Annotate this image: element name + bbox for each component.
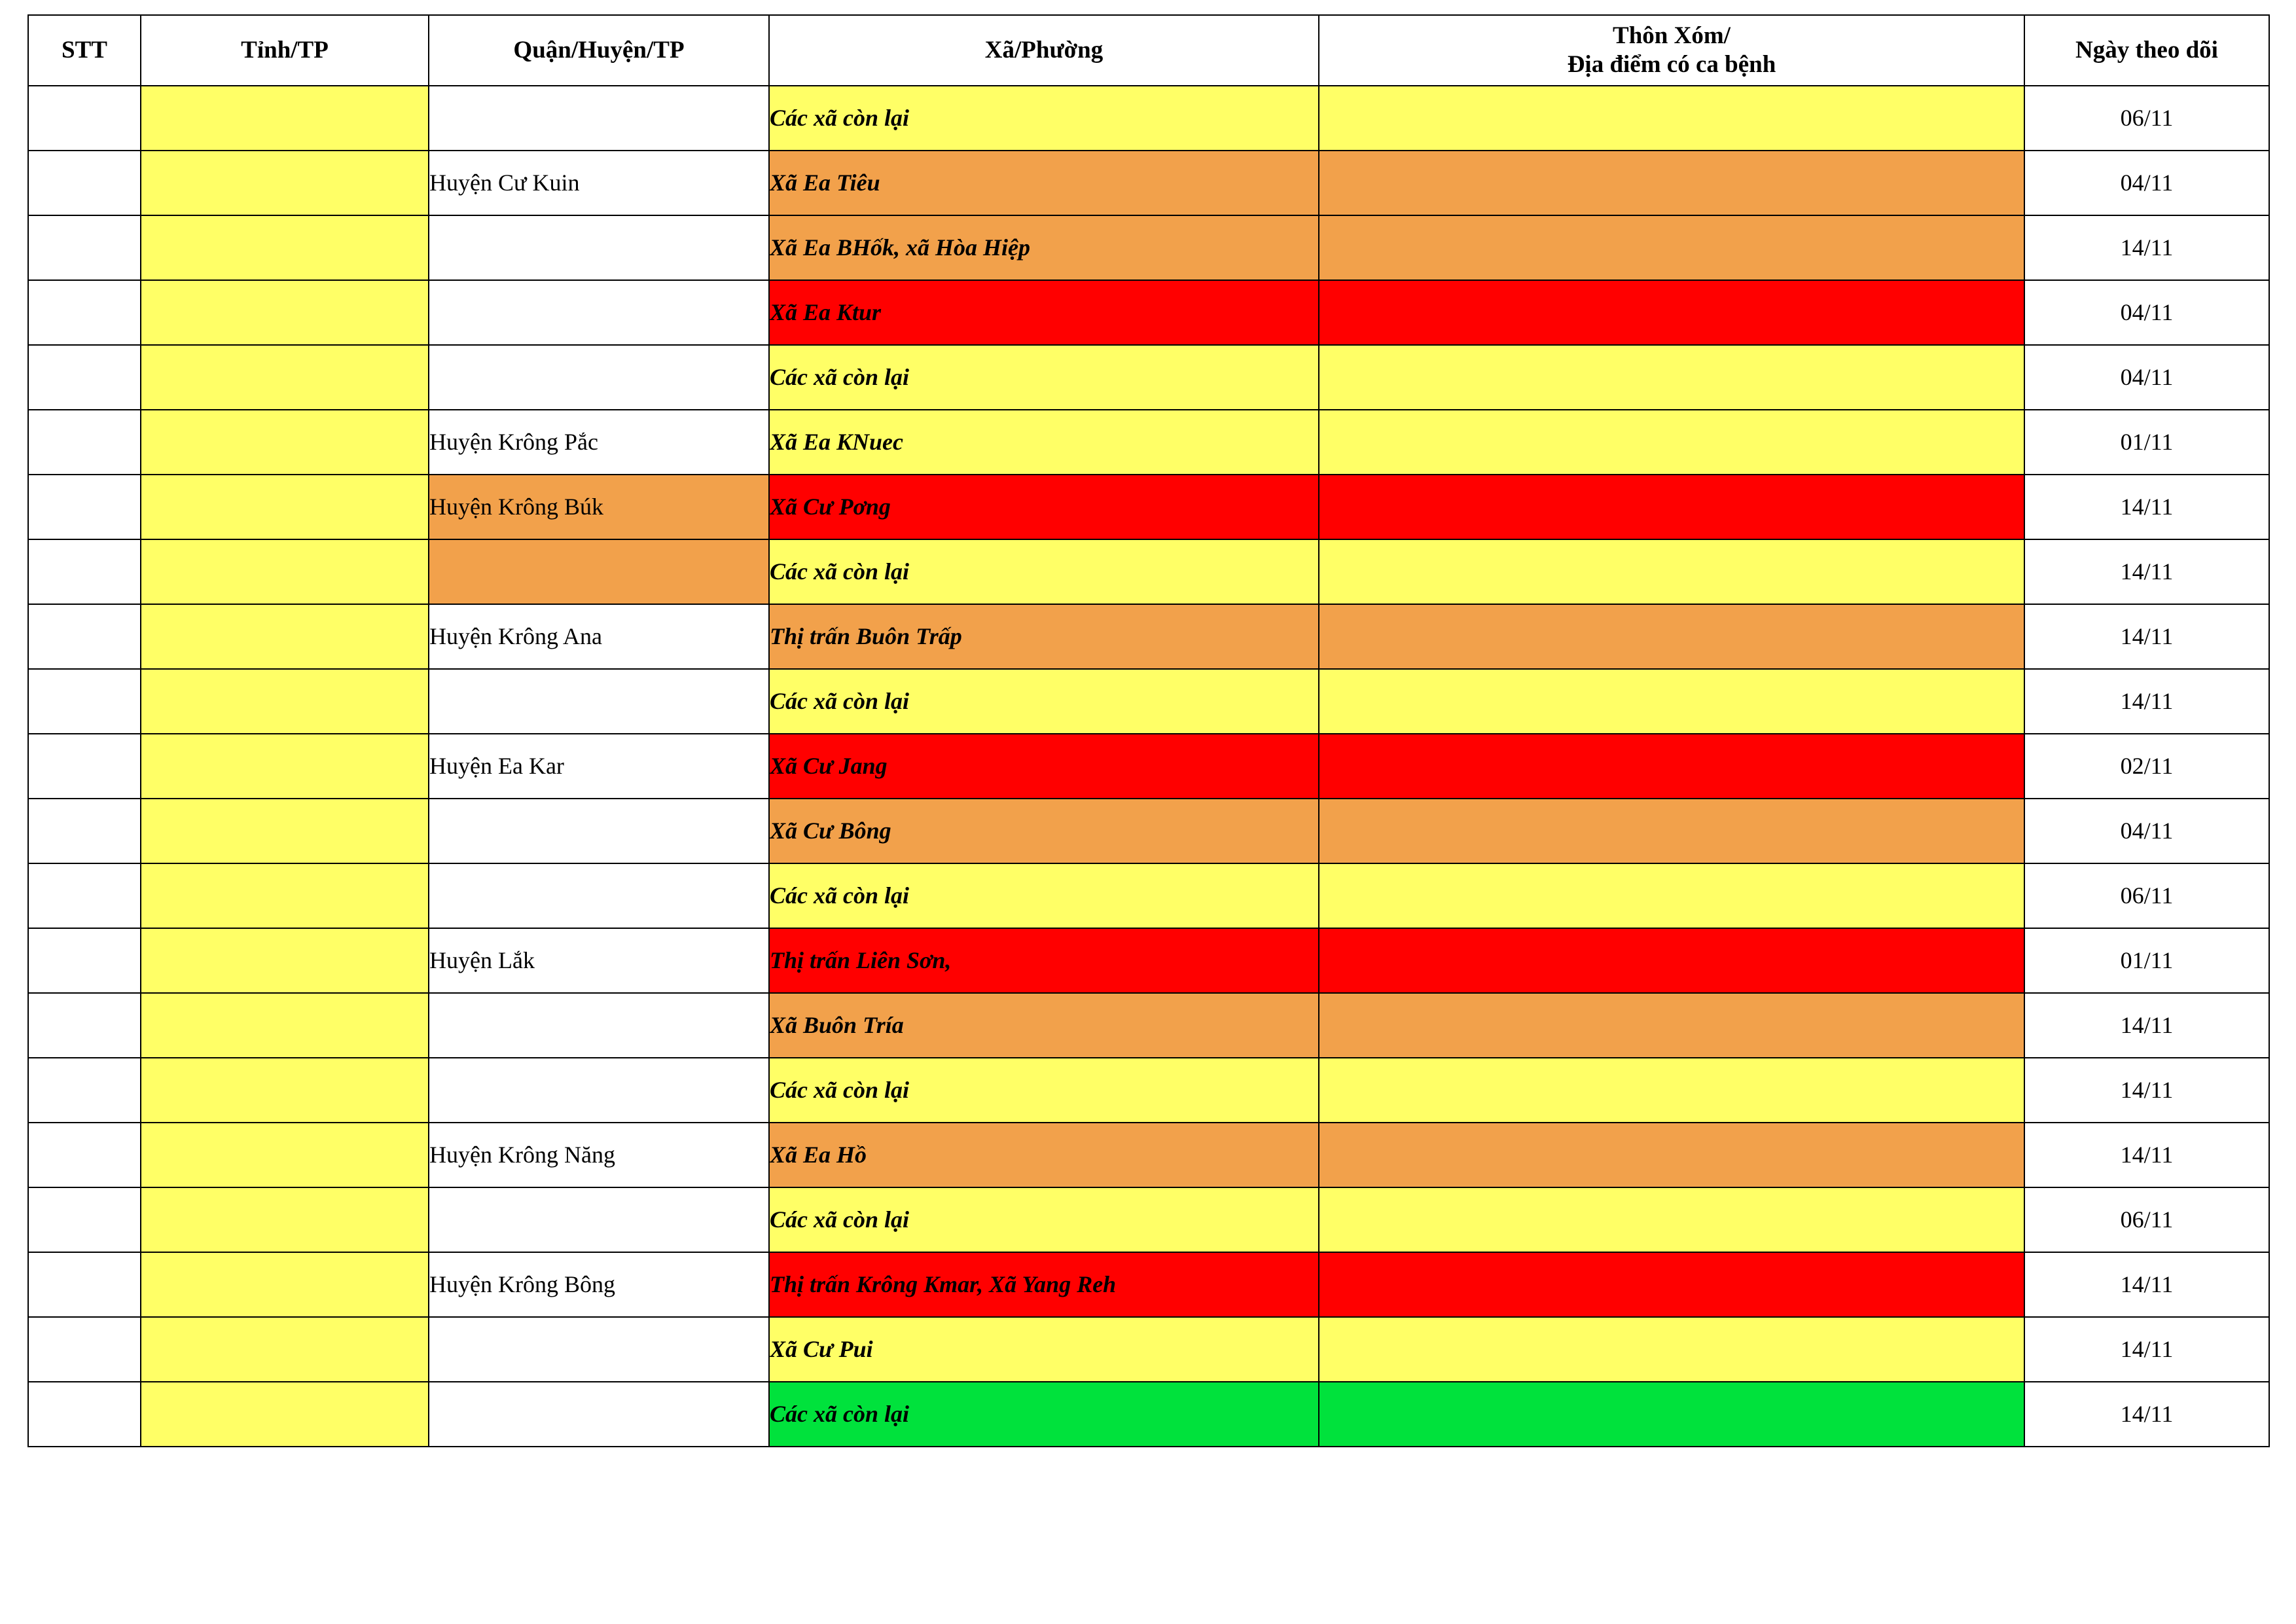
cell-quan-huyen bbox=[429, 345, 769, 410]
cell-ngay-theo-doi: 02/11 bbox=[2024, 734, 2269, 799]
cell-thon-xom bbox=[1319, 799, 2024, 863]
cell-ngay-theo-doi: 04/11 bbox=[2024, 345, 2269, 410]
cell-quan-huyen bbox=[429, 993, 769, 1058]
cell-thon-xom bbox=[1319, 1317, 2024, 1382]
cell-stt bbox=[28, 799, 141, 863]
table-header bbox=[28, 15, 2269, 86]
cell-thon-xom bbox=[1319, 863, 2024, 928]
table-row bbox=[28, 475, 2269, 539]
table-row bbox=[28, 215, 2269, 280]
cell-xa-phuong: Thị trấn Liên Sơn, bbox=[769, 928, 1319, 993]
cell-quan-huyen bbox=[429, 280, 769, 345]
cell-xa-phuong: Các xã còn lại bbox=[769, 1382, 1319, 1447]
table-row bbox=[28, 345, 2269, 410]
cell-xa-phuong: Xã Ea Ktur bbox=[769, 280, 1319, 345]
cell-quan-huyen: Huyện Krông Pắc bbox=[429, 410, 769, 475]
cell-ngay-theo-doi: 14/11 bbox=[2024, 604, 2269, 669]
cell-ngay-theo-doi: 14/11 bbox=[2024, 1317, 2269, 1382]
header-quan-huyen-tp: Quận/Huyện/TP bbox=[429, 15, 769, 86]
cell-tinh-tp bbox=[141, 539, 429, 604]
table-row bbox=[28, 1123, 2269, 1187]
cell-quan-huyen: Huyện Lắk bbox=[429, 928, 769, 993]
table-row bbox=[28, 604, 2269, 669]
cell-ngay-theo-doi: 14/11 bbox=[2024, 539, 2269, 604]
cell-stt bbox=[28, 475, 141, 539]
cell-xa-phuong: Thị trấn Krông Kmar, Xã Yang Reh bbox=[769, 1252, 1319, 1317]
header-thon-xom-line1: Thôn Xóm/ bbox=[1613, 22, 1731, 50]
cell-stt bbox=[28, 863, 141, 928]
cell-thon-xom bbox=[1319, 475, 2024, 539]
cell-tinh-tp bbox=[141, 863, 429, 928]
cell-ngay-theo-doi: 14/11 bbox=[2024, 1252, 2269, 1317]
cell-xa-phuong: Xã Ea Hồ bbox=[769, 1123, 1319, 1187]
cell-tinh-tp bbox=[141, 1252, 429, 1317]
cell-stt bbox=[28, 1317, 141, 1382]
cell-stt bbox=[28, 993, 141, 1058]
cell-stt bbox=[28, 539, 141, 604]
cell-thon-xom bbox=[1319, 1252, 2024, 1317]
table-row bbox=[28, 1252, 2269, 1317]
cell-quan-huyen bbox=[429, 799, 769, 863]
cell-quan-huyen bbox=[429, 1317, 769, 1382]
cell-tinh-tp bbox=[141, 1058, 429, 1123]
cell-thon-xom bbox=[1319, 928, 2024, 993]
table-row bbox=[28, 1058, 2269, 1123]
cell-xa-phuong: Các xã còn lại bbox=[769, 345, 1319, 410]
cell-tinh-tp bbox=[141, 734, 429, 799]
cell-ngay-theo-doi: 14/11 bbox=[2024, 475, 2269, 539]
cell-stt bbox=[28, 280, 141, 345]
table-row bbox=[28, 1317, 2269, 1382]
cell-tinh-tp bbox=[141, 993, 429, 1058]
cell-quan-huyen: Huyện Krông Búk bbox=[429, 475, 769, 539]
cell-ngay-theo-doi: 01/11 bbox=[2024, 928, 2269, 993]
cell-stt bbox=[28, 1252, 141, 1317]
cell-xa-phuong: Các xã còn lại bbox=[769, 669, 1319, 734]
header-stt: STT bbox=[28, 15, 141, 86]
table-row bbox=[28, 1382, 2269, 1447]
cell-xa-phuong: Thị trấn Buôn Trấp bbox=[769, 604, 1319, 669]
cell-quan-huyen bbox=[429, 86, 769, 151]
cell-thon-xom bbox=[1319, 345, 2024, 410]
cell-quan-huyen bbox=[429, 215, 769, 280]
cell-stt bbox=[28, 1123, 141, 1187]
cell-stt bbox=[28, 734, 141, 799]
cell-thon-xom bbox=[1319, 86, 2024, 151]
cell-thon-xom bbox=[1319, 151, 2024, 215]
cell-quan-huyen: Huyện Krông Bông bbox=[429, 1252, 769, 1317]
cell-ngay-theo-doi: 04/11 bbox=[2024, 799, 2269, 863]
cell-stt bbox=[28, 410, 141, 475]
cell-stt bbox=[28, 604, 141, 669]
cell-quan-huyen bbox=[429, 1382, 769, 1447]
header-tinh-tp: Tỉnh/TP bbox=[141, 15, 429, 86]
cell-stt bbox=[28, 86, 141, 151]
cell-stt bbox=[28, 669, 141, 734]
cell-stt bbox=[28, 151, 141, 215]
cell-thon-xom bbox=[1319, 410, 2024, 475]
cell-xa-phuong: Các xã còn lại bbox=[769, 86, 1319, 151]
cell-quan-huyen bbox=[429, 1187, 769, 1252]
table-row bbox=[28, 799, 2269, 863]
cell-stt bbox=[28, 1187, 141, 1252]
header-thon-xom-line2: Địa điểm có ca bệnh bbox=[1567, 51, 1776, 78]
cell-ngay-theo-doi: 06/11 bbox=[2024, 863, 2269, 928]
cell-xa-phuong: Xã Buôn Tría bbox=[769, 993, 1319, 1058]
cell-tinh-tp bbox=[141, 1187, 429, 1252]
table-row bbox=[28, 1187, 2269, 1252]
cell-thon-xom bbox=[1319, 539, 2024, 604]
table-row bbox=[28, 539, 2269, 604]
cell-stt bbox=[28, 928, 141, 993]
cell-ngay-theo-doi: 14/11 bbox=[2024, 993, 2269, 1058]
table-row bbox=[28, 86, 2269, 151]
table-row bbox=[28, 863, 2269, 928]
cell-tinh-tp bbox=[141, 1123, 429, 1187]
cell-tinh-tp bbox=[141, 215, 429, 280]
header-xa-phuong: Xã/Phường bbox=[769, 15, 1319, 86]
cell-tinh-tp bbox=[141, 86, 429, 151]
epidemic-monitoring-table bbox=[27, 14, 2270, 1447]
cell-tinh-tp bbox=[141, 928, 429, 993]
cell-quan-huyen: Huyện Krông Năng bbox=[429, 1123, 769, 1187]
cell-thon-xom bbox=[1319, 1382, 2024, 1447]
cell-stt bbox=[28, 1058, 141, 1123]
cell-ngay-theo-doi: 14/11 bbox=[2024, 669, 2269, 734]
table-body bbox=[28, 86, 2269, 1447]
cell-tinh-tp bbox=[141, 669, 429, 734]
cell-tinh-tp bbox=[141, 151, 429, 215]
table-row bbox=[28, 734, 2269, 799]
cell-xa-phuong: Các xã còn lại bbox=[769, 863, 1319, 928]
cell-quan-huyen: Huyện Cư Kuin bbox=[429, 151, 769, 215]
table-row bbox=[28, 669, 2269, 734]
cell-tinh-tp bbox=[141, 1382, 429, 1447]
cell-tinh-tp bbox=[141, 799, 429, 863]
cell-quan-huyen bbox=[429, 1058, 769, 1123]
cell-thon-xom bbox=[1319, 604, 2024, 669]
header-ngay-theo-doi: Ngày theo dõi bbox=[2024, 15, 2269, 86]
cell-stt bbox=[28, 1382, 141, 1447]
cell-stt bbox=[28, 215, 141, 280]
cell-thon-xom bbox=[1319, 1058, 2024, 1123]
table-row bbox=[28, 151, 2269, 215]
cell-xa-phuong: Xã Cư Jang bbox=[769, 734, 1319, 799]
cell-ngay-theo-doi: 14/11 bbox=[2024, 1058, 2269, 1123]
table-row bbox=[28, 928, 2269, 993]
cell-xa-phuong: Các xã còn lại bbox=[769, 1058, 1319, 1123]
cell-thon-xom bbox=[1319, 280, 2024, 345]
cell-ngay-theo-doi: 04/11 bbox=[2024, 151, 2269, 215]
cell-tinh-tp bbox=[141, 475, 429, 539]
cell-tinh-tp bbox=[141, 604, 429, 669]
cell-tinh-tp bbox=[141, 410, 429, 475]
cell-ngay-theo-doi: 14/11 bbox=[2024, 1382, 2269, 1447]
cell-stt bbox=[28, 345, 141, 410]
cell-ngay-theo-doi: 06/11 bbox=[2024, 86, 2269, 151]
cell-xa-phuong: Các xã còn lại bbox=[769, 539, 1319, 604]
cell-xa-phuong: Xã Ea Tiêu bbox=[769, 151, 1319, 215]
cell-quan-huyen: Huyện Krông Ana bbox=[429, 604, 769, 669]
cell-ngay-theo-doi: 04/11 bbox=[2024, 280, 2269, 345]
cell-xa-phuong: Xã Cư Pui bbox=[769, 1317, 1319, 1382]
cell-quan-huyen: Huyện Ea Kar bbox=[429, 734, 769, 799]
cell-quan-huyen bbox=[429, 539, 769, 604]
cell-xa-phuong: Xã Ea BHốk, xã Hòa Hiệp bbox=[769, 215, 1319, 280]
cell-quan-huyen bbox=[429, 669, 769, 734]
cell-ngay-theo-doi: 14/11 bbox=[2024, 215, 2269, 280]
cell-thon-xom bbox=[1319, 734, 2024, 799]
cell-xa-phuong: Các xã còn lại bbox=[769, 1187, 1319, 1252]
header-row bbox=[28, 15, 2269, 86]
cell-tinh-tp bbox=[141, 1317, 429, 1382]
cell-xa-phuong: Xã Ea KNuec bbox=[769, 410, 1319, 475]
cell-ngay-theo-doi: 06/11 bbox=[2024, 1187, 2269, 1252]
cell-ngay-theo-doi: 14/11 bbox=[2024, 1123, 2269, 1187]
cell-thon-xom bbox=[1319, 669, 2024, 734]
table-row bbox=[28, 993, 2269, 1058]
cell-thon-xom bbox=[1319, 993, 2024, 1058]
cell-tinh-tp bbox=[141, 280, 429, 345]
cell-thon-xom bbox=[1319, 1123, 2024, 1187]
cell-ngay-theo-doi: 01/11 bbox=[2024, 410, 2269, 475]
table-row bbox=[28, 280, 2269, 345]
cell-xa-phuong: Xã Cư Pơng bbox=[769, 475, 1319, 539]
header-thon-xom bbox=[1319, 15, 2024, 86]
cell-thon-xom bbox=[1319, 215, 2024, 280]
cell-xa-phuong: Xã Cư Bông bbox=[769, 799, 1319, 863]
cell-tinh-tp bbox=[141, 345, 429, 410]
table-row bbox=[28, 410, 2269, 475]
cell-quan-huyen bbox=[429, 863, 769, 928]
cell-thon-xom bbox=[1319, 1187, 2024, 1252]
